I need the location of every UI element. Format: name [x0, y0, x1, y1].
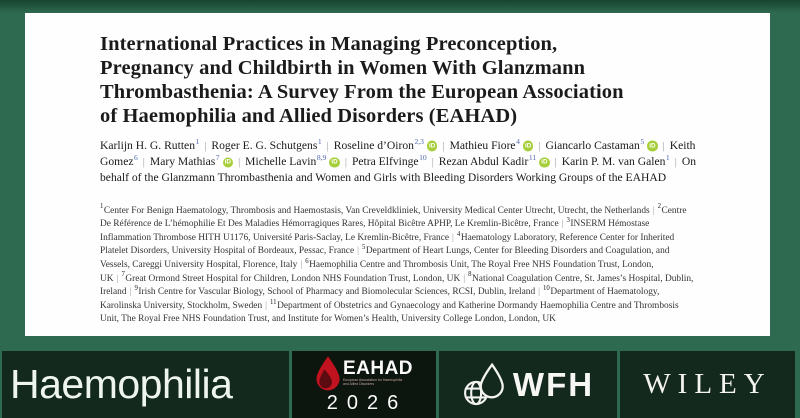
affiliation-separator: |	[116, 273, 119, 284]
affiliation-number: 8	[468, 271, 472, 279]
affiliation-separator: |	[463, 273, 466, 284]
affiliation-text: INSERM Hémostase Inflammation Thrombose HITH U1176, Université Paris-Saclay, Le Kremlin-Bicêtre, France	[100, 219, 650, 243]
author-name: Giancarlo Castaman	[545, 139, 640, 152]
author-name: Mary Mathias	[149, 155, 216, 169]
affiliation-number: 1	[100, 203, 104, 211]
author-affiliation-ref[interactable]: 2,3	[414, 137, 424, 147]
wfh-globe-drop-icon	[462, 362, 508, 408]
author-affiliation-ref[interactable]: 7	[215, 153, 220, 163]
author-separator: |	[554, 157, 557, 169]
author-name: Keith Gomez	[100, 139, 696, 169]
affiliation-separator: |	[265, 300, 268, 311]
eahad-logo-text: EAHAD	[342, 358, 414, 379]
paper-title-line: Pregnancy and Childbirth in Women With Glanzmann	[100, 57, 586, 79]
affiliation-text: Centre De Référence de L’hémophilie Et Des Maladies Hémorragiques Rares, Hôpital Bicêtre APHP, Le Kremlin-Bicêtre, France	[100, 205, 687, 230]
author-separator: |	[204, 141, 207, 152]
author-affiliation-ref[interactable]: 1	[665, 153, 670, 163]
author-separator: |	[538, 141, 541, 152]
author-affiliation-ref[interactable]: 5	[640, 137, 645, 147]
affiliation-list	[100, 205, 698, 327]
author-affiliation-ref[interactable]: 1	[195, 137, 200, 147]
orcid-icon[interactable]: iD	[427, 141, 438, 152]
affiliation-separator: |	[538, 287, 541, 298]
author-separator: |	[674, 157, 677, 169]
wfh-logo-text: WFH	[512, 365, 595, 403]
affiliation-separator: |	[652, 205, 655, 216]
author-separator: |	[344, 157, 347, 169]
wfh-logo	[439, 351, 617, 418]
paper-title	[100, 32, 696, 128]
orcid-icon[interactable]: iD	[523, 141, 534, 152]
affiliation-text: Haemophilia Centre and Thrombosis Unit, The Royal Free NHS Foundation Trust, London, UK	[100, 259, 654, 284]
affiliation-separator: |	[561, 219, 564, 230]
affiliation-text: National Coagulation Centre, St. James’s Hospital, Dublin, Ireland	[100, 273, 694, 298]
wiley-logo	[620, 351, 795, 418]
author-list	[100, 138, 698, 186]
wiley-logo-text: WILEY	[643, 368, 772, 400]
orcid-icon[interactable]: iD	[329, 157, 340, 168]
author-affiliation-ref[interactable]: 11	[528, 153, 537, 163]
author-name: Karin P. M. van Galen	[561, 155, 666, 169]
affiliation-text: Department of Obstetrics and Gynaecology and Katherine Dormandy Haemophilia Centre and Thrombosis Unit, The Royal Free NHS Foundation Trust, and Institute for Women’s Health, University College London, London, UK	[100, 300, 679, 325]
affiliation-separator: |	[300, 259, 303, 270]
affiliation-text: Department of Haematology, Karolinska University, Stockholm, Sweden	[100, 287, 660, 311]
author-name: Petra Elfvinge	[351, 155, 419, 169]
eahad-blood-drop-icon	[315, 355, 341, 391]
affiliation-number: 11	[270, 298, 277, 306]
author-separator: |	[238, 157, 241, 169]
affiliation-text: Irish Centre for Vascular Biology, School of Pharmacy and Biomolecular Sciences, RCSI, Dublin, Ireland	[138, 287, 536, 298]
affiliation-text: Haematology Laboratory, Reference Center for Inherited Platelet Disorders, University Hospital of Bordeaux, Pessac, France	[100, 232, 675, 257]
author-separator: |	[662, 141, 665, 152]
author-separator: |	[431, 157, 434, 169]
author-separator: |	[442, 141, 445, 152]
affiliation-text: Department of Heart Lungs, Center for Bleeding Disorders and Coagulation, and Vessels, Careggi University Hospital, Florence, Italy	[100, 246, 670, 270]
author-name: Roseline d’Oiron	[333, 139, 414, 152]
footer-logo-bar	[0, 351, 800, 418]
haemophilia-journal-logo	[2, 351, 289, 418]
orcid-icon[interactable]: iD	[223, 157, 234, 168]
orcid-icon[interactable]: iD	[647, 141, 658, 152]
eahad-tagline: European Association for Haemophilia and Allied Disorders	[342, 378, 403, 386]
affiliation-separator: |	[129, 287, 132, 298]
author-name: Karlijn H. G. Rutten	[100, 139, 195, 152]
top-border-strip	[0, 0, 800, 13]
affiliation-number: 10	[543, 285, 550, 293]
author-affiliation-ref[interactable]: 4	[516, 137, 520, 147]
author-affiliation-ref[interactable]: 10	[419, 153, 427, 163]
author-name: Michelle Lavin	[245, 155, 317, 169]
eahad-year: 2026	[326, 391, 408, 414]
paper-title-line: Thrombasthenia: A Survey From the European Association	[100, 81, 624, 103]
affiliation-number: 6	[305, 257, 309, 265]
author-affiliation-ref[interactable]: 6	[133, 153, 138, 163]
affiliation-number: 5	[362, 244, 366, 252]
article-card	[25, 13, 770, 336]
author-name: Mathieu Fiore	[449, 139, 516, 152]
author-separator: |	[142, 157, 145, 169]
affiliation-text: Great Ormond Street Hospital for Children, London NHS Foundation Trust, London, UK	[125, 273, 461, 284]
haemophilia-logo-text: Haemophilia	[10, 361, 233, 407]
affiliation-separator: |	[452, 232, 454, 243]
affiliation-number: 3	[566, 217, 570, 225]
author-affiliation-ref[interactable]: 8,9	[316, 153, 327, 163]
affiliation-number: 4	[456, 230, 461, 238]
author-name: Rezan Abdul Kadir	[438, 155, 529, 169]
affiliation-separator: |	[357, 246, 359, 257]
eahad-2026-logo	[292, 351, 436, 418]
affiliation-text: Center For Benign Haematology, Thrombosis and Haemostasis, Van Creveldkliniek, University Medical Center Utrecht, Utrecht, the Netherlands	[103, 205, 650, 216]
paper-title-line: of Haemophilia and Allied Disorders (EAHAD)	[100, 105, 518, 127]
author-name: On behalf of the Glanzmann Thrombasthenia and Women and Girls with Bleeding Disorders Working Groups of the EAHAD	[100, 155, 696, 185]
author-separator: |	[326, 141, 329, 152]
affiliation-number: 7	[121, 271, 125, 279]
paper-title-line: International Practices in Managing Preconception,	[100, 33, 558, 55]
affiliation-number: 2	[657, 203, 661, 211]
orcid-icon[interactable]: iD	[539, 157, 550, 168]
author-name: Roger E. G. Schutgens	[211, 139, 318, 152]
author-affiliation-ref[interactable]: 1	[317, 137, 322, 147]
affiliation-number: 9	[134, 285, 138, 293]
